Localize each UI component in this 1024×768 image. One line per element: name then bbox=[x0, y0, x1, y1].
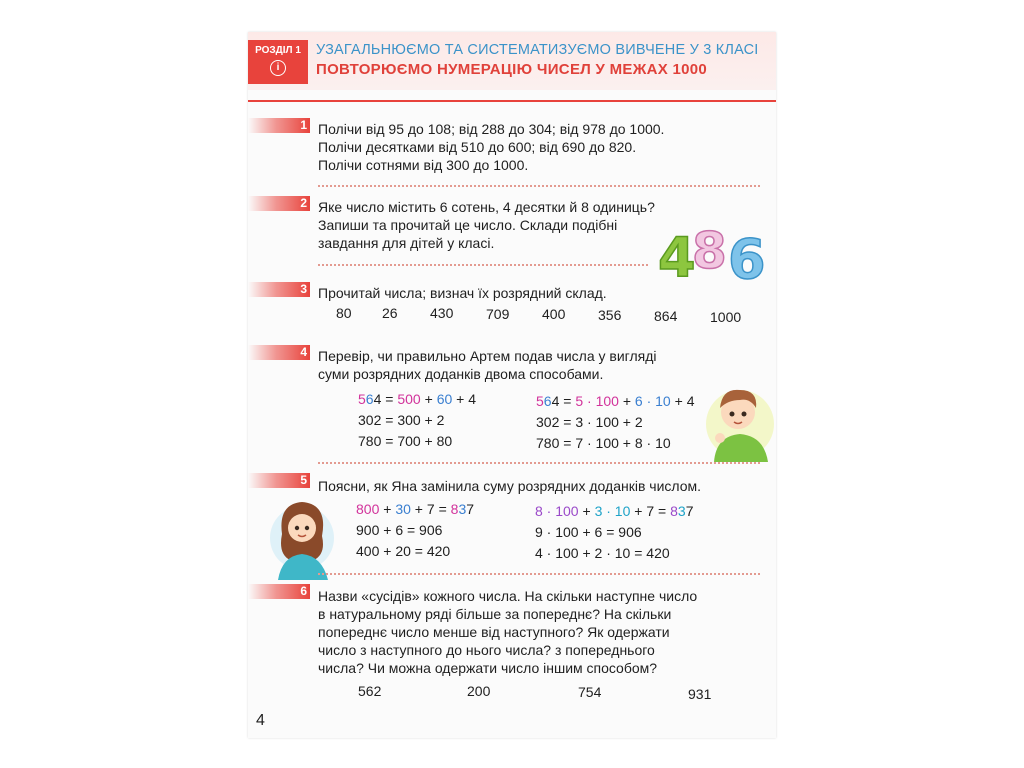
girl-yana-illustration bbox=[270, 494, 336, 580]
decorative-digits-486 bbox=[658, 224, 778, 284]
equation-colored: 800 + 30 + 7 = 837 bbox=[356, 501, 475, 517]
equation: 780 = 700 + 80 bbox=[358, 433, 453, 449]
page-number: 4 bbox=[256, 712, 265, 729]
task-number-2: 2 bbox=[248, 196, 310, 211]
task-divider bbox=[318, 185, 760, 187]
task-4-line-2: суми розрядних доданків двома способами. bbox=[318, 366, 604, 382]
number-item: 864 bbox=[654, 308, 678, 324]
task-2-line-1: Яке число містить 6 сотень, 4 десятки й 8 одиниць? bbox=[318, 199, 655, 215]
task-6-line-3: попереднє число менше від наступного? Як одержати bbox=[318, 624, 670, 640]
task-6-line-4: число з наступного до нього числа? з попереднього bbox=[318, 642, 655, 658]
task-divider bbox=[318, 264, 648, 266]
number-item: 709 bbox=[486, 306, 510, 322]
number-item: 26 bbox=[382, 305, 398, 321]
boy-artem-illustration bbox=[706, 378, 774, 462]
number-item: 754 bbox=[578, 684, 602, 700]
equation: 900 + 6 = 906 bbox=[356, 522, 443, 538]
task-number-6: 6 bbox=[248, 584, 310, 599]
task-6-line-2: в натуральному ряді більше за попереднє? На скільки bbox=[318, 606, 672, 622]
number-item: 80 bbox=[336, 305, 352, 321]
number-item: 562 bbox=[358, 683, 382, 699]
number-item: 356 bbox=[598, 307, 622, 323]
number-item: 400 bbox=[542, 306, 566, 322]
equation-colored: 564 = 500 + 60 + 4 bbox=[358, 391, 477, 407]
decor-digit-6: 6 bbox=[728, 228, 766, 284]
task-divider bbox=[318, 573, 760, 575]
equation: 9 · 100 + 6 = 906 bbox=[535, 524, 642, 540]
decor-digit-8: 8 bbox=[692, 224, 727, 280]
number-item: 931 bbox=[688, 686, 712, 702]
section-badge bbox=[248, 40, 308, 84]
section-label: РОЗДІЛ 1 bbox=[255, 45, 301, 56]
task-1-line-3: Полічи сотнями від 300 до 1000. bbox=[318, 157, 529, 173]
task-2-line-3: завдання для дітей у класі. bbox=[318, 235, 495, 251]
task-1-line-1: Полічи від 95 до 108; від 288 до 304; від 978 до 1000. bbox=[318, 121, 665, 137]
equation: 302 = 3 · 100 + 2 bbox=[536, 414, 643, 430]
equation: 302 = 300 + 2 bbox=[358, 412, 445, 428]
equation-colored: 8 · 100 + 3 · 10 + 7 = 837 bbox=[535, 503, 694, 519]
task-2-line-2: Запиши та прочитай це число. Склади подібні bbox=[318, 217, 618, 233]
decor-digit-4: 4 bbox=[658, 226, 696, 284]
task-4-line-1: Перевір, чи правильно Артем подав числа у вигляді bbox=[318, 348, 657, 364]
lesson-title: ПОВТОРЮЄМО НУМЕРАЦІЮ ЧИСЕЛ У МЕЖАХ 1000 bbox=[316, 61, 708, 78]
task-number-3: 3 bbox=[248, 282, 310, 297]
task-divider bbox=[318, 462, 760, 464]
task-number-1: 1 bbox=[248, 118, 310, 133]
equation: 4 · 100 + 2 · 10 = 420 bbox=[535, 545, 670, 561]
equation-colored: 564 = 5 · 100 + 6 · 10 + 4 bbox=[536, 393, 695, 409]
task-5-line-1: Поясни, як Яна замінила суму розрядних доданків числом. bbox=[318, 478, 702, 494]
textbook-page bbox=[248, 32, 776, 738]
number-item: 200 bbox=[467, 683, 491, 699]
number-item: 430 bbox=[430, 305, 454, 321]
task-6-line-1: Назви «сусідів» кожного числа. На скільки наступне число bbox=[318, 588, 698, 604]
equation: 400 + 20 = 420 bbox=[356, 543, 451, 559]
equation: 780 = 7 · 100 + 8 · 10 bbox=[536, 435, 671, 451]
task-number-4: 4 bbox=[248, 345, 310, 360]
info-circle-icon: i bbox=[270, 60, 286, 76]
chapter-title: УЗАГАЛЬНЮЄМО ТА СИСТЕМАТИЗУЄМО ВИВЧЕНЕ У 3 КЛАСІ bbox=[316, 42, 759, 58]
number-item: 1000 bbox=[710, 309, 742, 325]
task-1-line-2: Полічи десятками від 510 до 600; від 690 до 820. bbox=[318, 139, 637, 155]
task-3-line-1: Прочитай числа; визнач їх розрядний склад. bbox=[318, 285, 607, 301]
task-number-5: 5 bbox=[248, 473, 310, 488]
header-divider bbox=[248, 100, 776, 102]
task-6-line-5: числа? Чи можна одержати число іншим способом? bbox=[318, 660, 658, 676]
